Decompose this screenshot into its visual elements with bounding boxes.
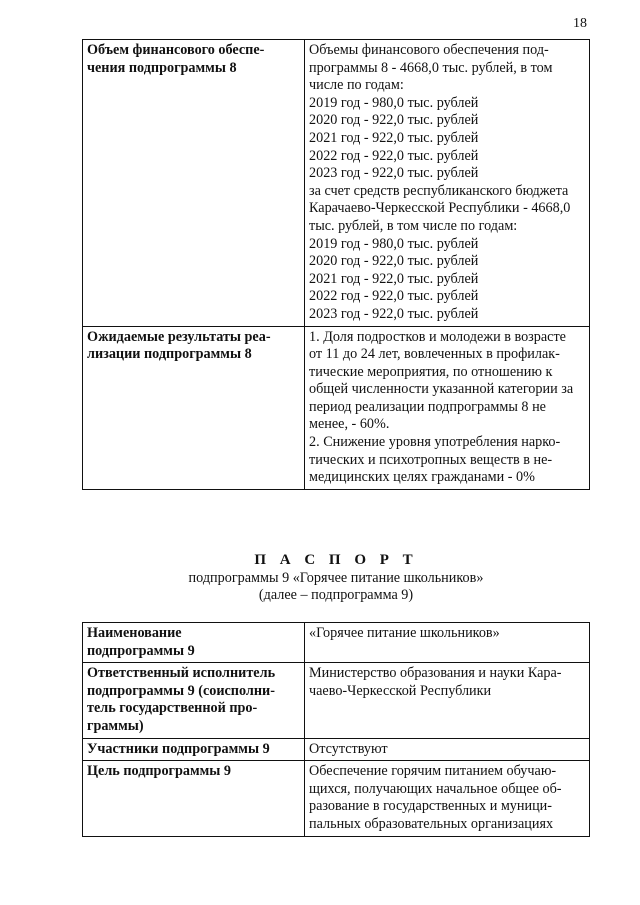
passport-note: (далее – подпрограмма 9): [258, 587, 414, 604]
row-value-line: 2019 год - 980,0 тыс. рублей: [309, 235, 479, 252]
row-value-cell: [305, 738, 590, 761]
table-row: [83, 738, 590, 761]
row-value-line: тыс. рублей, в том числе по годам:: [309, 217, 518, 234]
row-value-line: период реализации подпрограммы 8 не: [309, 398, 546, 415]
row-label-cell: [83, 326, 305, 489]
row-label-line: Участники подпрограммы 9: [87, 740, 270, 757]
row-value-line: 2021 год - 922,0 тыс. рублей: [309, 270, 479, 287]
row-value-line: 2019 год - 980,0 тыс. рублей: [309, 94, 479, 111]
subprogram-8-table-body: [83, 40, 590, 490]
row-label-line: Объем финансового обеспе-: [87, 42, 265, 58]
subprogram-8-table: [82, 39, 590, 490]
row-value-line: общей численности указанной категории за: [309, 381, 574, 398]
row-value-cell: [305, 623, 590, 663]
table-row: [83, 40, 590, 327]
row-value-line: 1. Доля подростков и молодежи в возрасте: [309, 328, 566, 345]
row-value-line: 2020 год - 922,0 тыс. рублей: [309, 112, 479, 129]
row-label-cell: [83, 761, 305, 836]
row-value-line: тические мероприятия, по отношению к: [309, 363, 553, 380]
row-value-line: менее, - 60%.: [309, 416, 390, 433]
row-label-line: лизации подпрограммы 8: [87, 346, 252, 363]
row-label-cell: [83, 40, 305, 327]
row-label-line: Ответственный исполнитель: [87, 665, 276, 682]
row-value-cell: [305, 663, 590, 738]
table-row: [83, 326, 590, 489]
passport-heading: [82, 552, 590, 605]
row-label-line: тель государственной про-: [87, 700, 258, 717]
table-row: [83, 761, 590, 836]
row-value-line: Объемы финансового обеспечения под-: [309, 42, 549, 58]
page-number: 18: [573, 16, 587, 31]
row-value-cell: [305, 326, 590, 489]
row-label-cell: [83, 663, 305, 738]
row-value-line: «Горячее питание школьников»: [309, 625, 500, 641]
row-value-line: Карачаево-Черкесской Республики - 4668,0: [309, 200, 571, 217]
subprogram-9-passport-table: [82, 622, 590, 837]
row-value-line: за счет средств республиканского бюджета: [309, 182, 569, 199]
row-value-line: тических и психотропных веществ в не-: [309, 451, 553, 468]
row-value-line: Отсутствуют: [309, 740, 388, 757]
table-row: [83, 663, 590, 738]
row-label-line: Цель подпрограммы 9: [87, 763, 232, 780]
row-value-cell: [305, 761, 590, 836]
passport-title: П А С П О Р Т: [254, 552, 418, 568]
row-value-line: от 11 до 24 лет, вовлеченных в профилак-: [309, 346, 560, 363]
row-label-line: подпрограммы 9 (соисполни-: [87, 682, 275, 699]
row-label-line: чения подпрограммы 8: [87, 59, 237, 76]
row-value-line: программы 8 - 4668,0 тыс. рублей, в том: [309, 59, 553, 76]
row-label-cell: [83, 623, 305, 663]
row-label-line: Наименование: [87, 625, 182, 641]
row-label-line: подпрограммы 9: [87, 642, 195, 659]
row-value-line: чаево-Черкесской Республики: [309, 682, 492, 699]
subprogram-9-table-body: [83, 623, 590, 837]
row-value-line: 2020 год - 922,0 тыс. рублей: [309, 253, 479, 270]
row-value-line: разование в государственных и муници-: [309, 798, 552, 815]
row-value-line: 2023 год - 922,0 тыс. рублей: [309, 165, 479, 182]
row-value-line: Министерство образования и науки Кара-: [309, 665, 562, 682]
row-value-line: Обеспечение горячим питанием обучаю-: [309, 763, 557, 780]
row-value-cell: [305, 40, 590, 327]
row-label-cell: [83, 738, 305, 761]
row-value-line: щихся, получающих начальное общее об-: [309, 780, 562, 797]
row-label-line: Ожидаемые результаты реа-: [87, 328, 271, 345]
row-value-line: медицинских целях гражданами - 0%: [309, 469, 535, 486]
row-value-line: 2022 год - 922,0 тыс. рублей: [309, 147, 479, 164]
row-label-line: граммы): [87, 717, 144, 734]
row-value-line: 2022 год - 922,0 тыс. рублей: [309, 288, 479, 305]
row-value-line: 2. Снижение уровня употребления нарко-: [309, 434, 561, 451]
row-value-line: пальных образовательных организациях: [309, 815, 554, 832]
passport-subtitle: подпрограммы 9 «Горячее питание школьников»: [188, 569, 484, 586]
table-row: [83, 623, 590, 663]
row-value-line: 2021 год - 922,0 тыс. рублей: [309, 129, 479, 146]
row-value-line: числе по годам:: [309, 77, 404, 94]
row-value-line: 2023 год - 922,0 тыс. рублей: [309, 305, 479, 322]
